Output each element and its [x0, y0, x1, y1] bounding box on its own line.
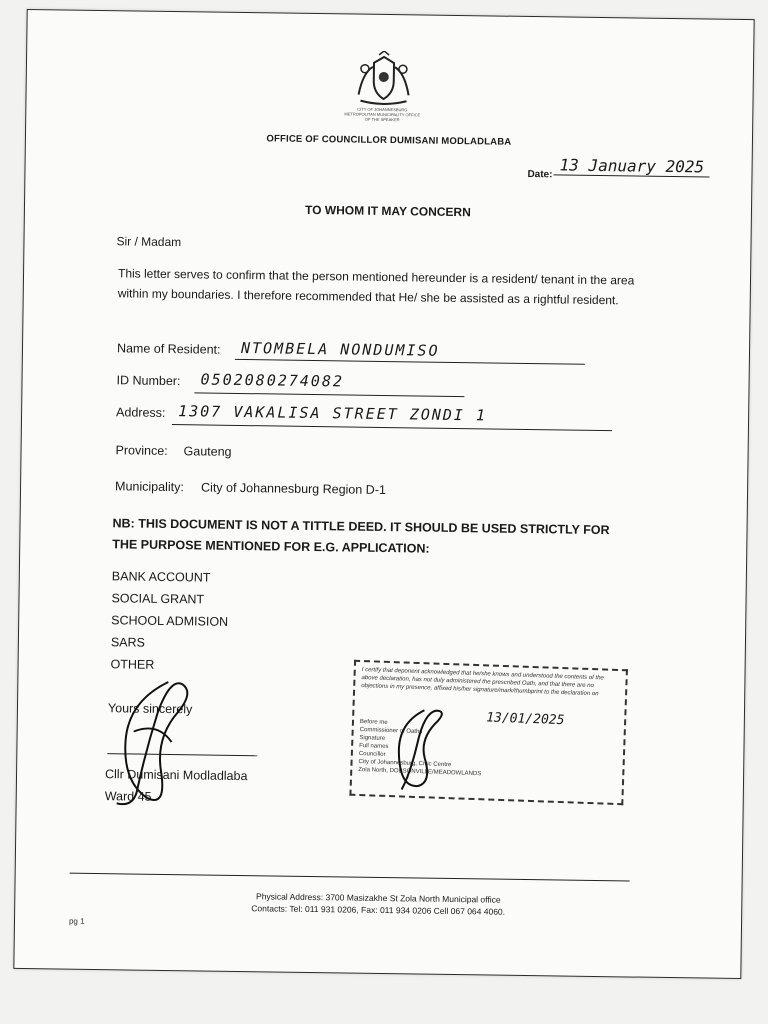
footer-divider: [70, 873, 630, 882]
letter-page: [13, 9, 754, 979]
body-paragraph: This letter serves to confirm that the person mentioned hereunder is a resident/ tenant in the area within my boundaries. I therefore recommended that He/ she be assisted as a rightful resident.: [117, 266, 635, 308]
stamp-line: Zola North, DOBSONVILLE/MEADOWLANDS: [358, 766, 482, 778]
purpose-item: OTHER: [110, 657, 155, 672]
footer-address: Physical Address: 3700 Masizakhe St Zola North Municipal office: [256, 891, 501, 905]
stamp-line: Signature: [359, 734, 386, 742]
id-value: 0502080274082: [200, 370, 345, 391]
id-label: ID Number:: [116, 373, 181, 389]
resident-label: Name of Resident:: [116, 341, 221, 357]
purpose-item: SARS: [110, 635, 146, 650]
footer-contacts: Contacts: Tel: 011 931 0206, Fax: 011 934 0206 Cell 067 064 4060.: [251, 903, 506, 917]
id-underline: [194, 392, 464, 397]
address-label: Address:: [116, 405, 166, 420]
address-underline: [172, 424, 612, 431]
purpose-item: BANK ACCOUNT: [111, 569, 211, 585]
nb-notice: NB: THIS DOCUMENT IS NOT A TITTLE DEED. IT SHOULD BE USED STRICTLY FOR THE PURPOSE MENTIONED FOR E.G. APPLICATION:: [112, 516, 610, 556]
page-number: pg 1: [68, 916, 85, 926]
purpose-item: SCHOOL ADMISION: [111, 613, 229, 629]
crest-caption: CITY OF JOHANNESBURG METROPOLITAN MUNICIPALITY OFFICE OF THE SPEAKER: [344, 106, 421, 123]
resident-value: NTOMBELA NONDUMISO: [240, 338, 440, 360]
province-value: Gauteng: [183, 444, 232, 459]
signature-icon: [97, 671, 209, 813]
commissioner-stamp: [349, 660, 628, 805]
coat-of-arms-icon: [348, 50, 419, 107]
stamp-date: 13/01/2025: [485, 710, 565, 729]
date-label: Date:: [527, 168, 553, 181]
stamp-line: City of Johannesburg, Civic Centre: [358, 758, 452, 769]
address-value: 1307 VAKALISA STREET ZONDI 1: [178, 402, 488, 425]
ward-label: Ward 45: [104, 789, 152, 804]
salutation: Sir / Madam: [116, 234, 182, 250]
closing: Yours sincerely: [107, 701, 193, 717]
stamp-line: Councillor: [358, 750, 386, 758]
stamp-signature-icon: [382, 703, 455, 795]
stamp-declaration: I certify that deponent acknowledged that he/she knows and understood the contents of the above declaration, has not duly administered the prescribed Oath, and that there are no objections in my presence, affixed his/her signature/mark/thumbprint to the declaration on: [361, 667, 604, 698]
province-label: Province:: [115, 443, 168, 458]
office-title: OFFICE OF COUNCILLOR DUMISANI MODLADLABA: [266, 133, 512, 148]
municipality-value: City of Johannesburg Region D-1: [200, 480, 386, 498]
purpose-item: SOCIAL GRANT: [111, 591, 205, 607]
signer-name: Cllr Dumisani Modladlaba: [104, 767, 248, 784]
stamp-line: Full names: [359, 742, 389, 750]
letter-heading: TO WHOM IT MAY CONCERN: [304, 202, 471, 220]
date-value: 13 January 2025: [553, 155, 709, 177]
stamp-line: Before me: [359, 718, 388, 726]
purpose-list: [110, 565, 228, 677]
stamp-line: Commissioner of Oaths: [359, 726, 423, 736]
municipality-label: Municipality:: [114, 479, 184, 495]
resident-underline: [235, 359, 585, 365]
